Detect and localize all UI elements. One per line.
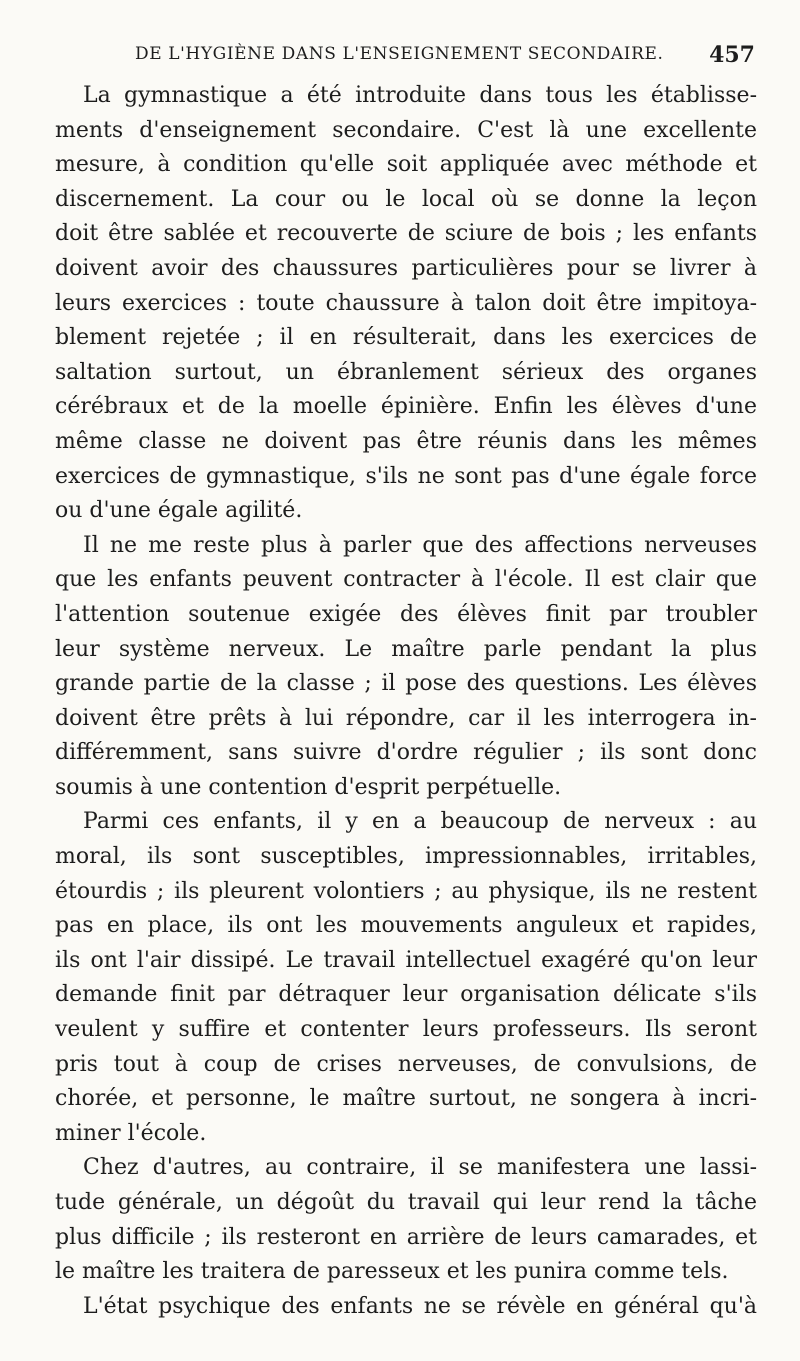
paragraph <box>55 805 757 1151</box>
page-header <box>135 42 755 76</box>
text-line: que les enfants peuvent contracter à l'école. Il est clair que <box>55 567 757 593</box>
text-line: le maître les traitera de paresseux et les punira comme tels. <box>55 1259 729 1285</box>
text-line: soumis à une contention d'esprit perpétuelle. <box>55 774 562 800</box>
body-text <box>55 79 757 1324</box>
paragraph <box>55 529 757 806</box>
text-line: demande finit par détraquer leur organisation délicate s'ils <box>55 982 757 1008</box>
text-line: doit être sablée et recouverte de sciure de bois ; les enfants <box>55 221 757 247</box>
paragraph <box>55 1290 757 1325</box>
text-line: Chez d'autres, au contraire, il se manifestera une lassi- <box>83 1155 757 1181</box>
text-line: ils ont l'air dissipé. Le travail intellectuel exagéré qu'on leur <box>55 947 757 973</box>
text-line: mesure, à condition qu'elle soit appliquée avec méthode et <box>55 152 757 178</box>
text-line: tude générale, un dégoût du travail qui leur rend la tâche <box>55 1190 757 1215</box>
text-line: étourdis ; ils pleurent volontiers ; au physique, ils ne restent <box>55 878 757 904</box>
text-line: pas en place, ils ont les mouvements anguleux et rapides, <box>55 913 757 939</box>
text-line: blement rejetée ; il en résulterait, dans les exercices de <box>55 325 757 351</box>
text-line: Il ne me reste plus à parler que des affections nerveuses <box>83 532 757 558</box>
text-line: plus difficile ; ils resteront en arrière de leurs camarades, et <box>55 1224 757 1250</box>
page-number: 457 <box>709 42 755 68</box>
text-line: Parmi ces enfants, il y en a beaucoup de nerveux : au <box>83 809 757 835</box>
text-line: saltation surtout, un ébranlement sérieux des organes <box>55 359 757 385</box>
text-line: ou d'une égale agilité. <box>55 498 303 524</box>
text-line: même classe ne doivent pas être réunis dans les mêmes <box>55 428 757 454</box>
text-line: leur système nerveux. Le maître parle pendant la plus <box>55 636 757 662</box>
text-line: différemment, sans suivre d'ordre régulier ; ils sont donc <box>55 740 757 766</box>
text-line: grande partie de la classe ; il pose des questions. Les élèves <box>55 671 757 697</box>
text-line: l'attention soutenue exigée des élèves finit par troubler <box>55 601 757 627</box>
text-line: exercices de gymnastique, s'ils ne sont pas d'une égale force <box>55 463 757 489</box>
text-line: leurs exercices : toute chaussure à talon doit être impitoya- <box>55 290 757 316</box>
paragraph <box>55 1151 757 1289</box>
text-line: La gymnastique a été introduite dans tous les établisse- <box>83 83 757 108</box>
text-line: discernement. La cour ou le local où se donne la leçon <box>55 186 757 212</box>
text-line: chorée, et personne, le maître surtout, ne songera à incri- <box>55 1086 757 1112</box>
text-line: pris tout à coup de crises nerveuses, de convulsions, de <box>55 1051 757 1077</box>
text-line: doivent être prêts à lui répondre, car il les interrogera in- <box>55 705 757 731</box>
text-line: veulent y suffire et contenter leurs professeurs. Ils seront <box>55 1017 757 1043</box>
paragraph <box>55 79 757 529</box>
text-line: moral, ils sont susceptibles, impressionnables, irritables, <box>55 844 757 870</box>
text-line: miner l'école. <box>55 1120 207 1146</box>
running-title: DE L'HYGIÈNE DANS L'ENSEIGNEMENT SECONDAIRE. <box>135 44 664 64</box>
text-line: ments d'enseignement secondaire. C'est là une excellente <box>55 117 757 143</box>
text-line: L'état psychique des enfants ne se révèle en général qu'à <box>83 1293 757 1319</box>
text-line: cérébraux et de la moelle épinière. Enfin les élèves d'une <box>55 394 757 420</box>
text-line: doivent avoir des chaussures particulières pour se livrer à <box>55 255 757 281</box>
